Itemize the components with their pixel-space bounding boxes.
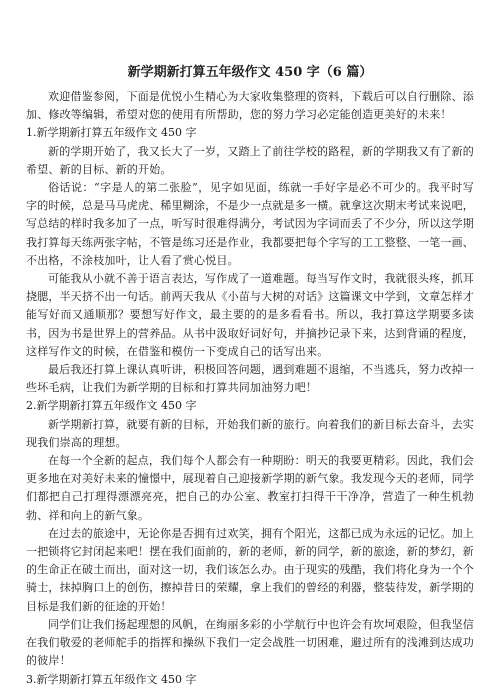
essay-2-paragraph: 同学们让我们扬起理想的风帆，在绚丽多彩的小学航行中也许会有坎坷艰险，但我坚信在我们敬爱的老师舵手的指挥和操纵下我们一定会战胜一切困难，避过所有的浅滩到达成功的彼岸！	[26, 617, 474, 668]
essay-1-paragraph: 俗话说：“字是人的第二张脸”，见字如见面，练就一手好字是必不可少的。我平时写字的时候，总是马马虎虎、稀里糊涂，不是少一点就是多一横。就拿这次期末考试来说吧，写总结的样时我多加了一点，听写时很难得满分，考试因为字词而丢了不少分，所以这学期我打算每天练两张字帖，不管是练习还是作业，我都要把每个字写的工工整整、一笔一画、不出格，不涂枝加叶，让人看了赏心悦目。	[26, 181, 474, 267]
essay-1-paragraph: 可能我从小就不善于语言表达，写作成了一道难题。每当写作文时，我就很头疼，抓耳挠腮，半天挤不出一句话。前两天我从《小苗与大树的对话》这篇课文中学到，文章怎样才能写好而又通顺那？要想写好作文，最主要的的是多看看书。所以，我打算这学期要多读书，因为书是世界上的营养品。从书中汲取好词好句，并摘抄记录下来，达到背诵的程度，这样写作文的时候，在借鉴和模仿一下变成自己的话写出来。	[26, 272, 474, 358]
essay-2-paragraph: 新学期新打算，就要有新的目标，开始我们新的旅行。向着我们的新目标去奋斗，去实现我们崇高的理想。	[26, 417, 474, 449]
essay-3-heading: 3.新学期新打算五年级作文 450 字	[26, 672, 197, 686]
essay-1-paragraph: 最后我还打算上课认真听讲，积极回答问题，遇到难题不退缩，不当逃兵，努力改掉一些坏毛病，让我们为新学期的目标和打算共同加油努力吧！	[26, 363, 474, 395]
intro-paragraph: 欢迎借鉴参阅，下面是优悦小生精心为大家收集整理的资料，下载后可以自行删除、添加、修改等编辑，希望对您的使用有所帮助，您的努力学习必定能创造更美好的未来！	[26, 90, 474, 122]
document-title: 新学期新打算五年级作文 450 字（6 篇）	[127, 65, 373, 80]
essay-1-heading: 1.新学期新打算五年级作文 450 字	[26, 126, 197, 140]
essay-2-paragraph: 在过去的旅途中，无论你是否拥有过欢笑，拥有个阳光，这都已成为永远的记忆。加上一把锁将它封闭起来吧！摆在我们面前的，新的老师，新的同学，新的旅途，新的梦幻，新的生命正在破土而出，面对这一切，我们该怎么办。由于现实的残酷，我们将化身为一个个骑士，抹掉胸口上的创伤，擦掉昔日的荣耀，拿上我们的曾经的利器，整装待发，新学期的目标是我们新的征途的开始！	[26, 526, 474, 613]
essay-2-heading: 2.新学期新打算五年级作文 450 字	[26, 399, 197, 413]
essay-2-paragraph: 在每一个全新的起点，我们每个人都会有一种期盼：明天的我要更精彩。因此，我们会更多地在对美好未来的憧憬中，展现着自己迎接新学期的新气象。我发现今天的老师，同学们都把自己打理得漂漂亮亮，把自己的办公室、教室打扫得干干净净，营造了一种生机勃勃、祥和向上的新气象。	[26, 454, 474, 522]
essay-1-paragraph: 新的学期开始了，我又长大了一岁，又踏上了前往学校的路程，新的学期我又有了新的希望、新的目标、新的开始。	[26, 144, 474, 176]
